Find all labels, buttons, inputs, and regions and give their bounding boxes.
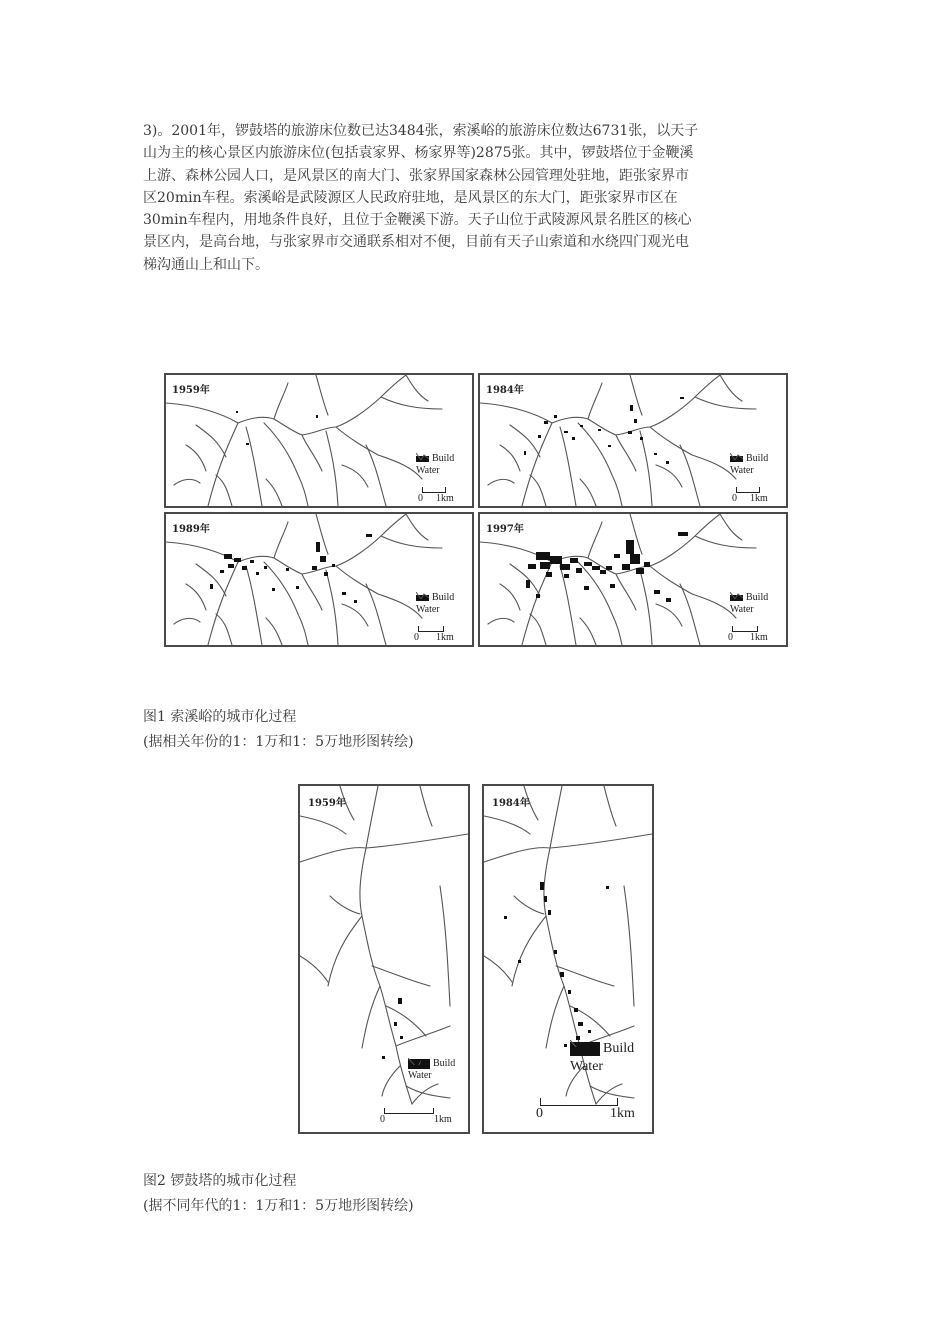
- paragraph-line: 上游、森林公园人口，是风景区的南大门、张家界国家森林公园管理处驻地，距张家界市: [143, 167, 689, 184]
- map-legend: [416, 453, 454, 477]
- map-panel-luogubi-1959: [298, 784, 470, 1134]
- figure-1-source: (据相关年份的1：1万和1：5万地形图转绘): [143, 734, 414, 750]
- map-panel-luogubi-1984: [482, 784, 654, 1134]
- paragraph-line: 梯沟通山上和山下。: [143, 256, 269, 273]
- legend-water-label: Water: [416, 604, 440, 615]
- map-year-label: 1984年: [486, 385, 524, 396]
- map-legend: [730, 592, 768, 616]
- water-swatch-icon: [730, 453, 743, 460]
- paragraph-line: 3)。2001年，锣鼓塔的旅游床位数已达3484张，索溪峪的旅游床位数达6731张，以天子: [143, 123, 699, 139]
- map-panel-suoxiyu-1984: [478, 373, 788, 508]
- map-legend: [408, 1058, 455, 1082]
- map-year-label: 1989年: [172, 524, 210, 535]
- legend-water-label: Water: [730, 465, 754, 476]
- paragraph-line: 区20min车程。索溪峪是武陵源区人民政府驻地，是风景区的东大门，距张家界市区在: [143, 189, 678, 206]
- water-swatch-icon: [416, 453, 429, 460]
- map-legend: [730, 453, 768, 477]
- paragraph-line: 山为主的核心景区内旅游床位(包括袁家界、杨家界等)2875张。其中，锣鼓塔位于金鞭溪: [143, 145, 694, 162]
- legend-build-label: Build: [746, 592, 769, 603]
- water-swatch-icon: [570, 1040, 583, 1047]
- legend-build-label: Build: [603, 1041, 635, 1056]
- river-network-map: [484, 786, 652, 1132]
- figure-2-source: (据不同年代的1：1万和1：5万地形图转绘): [143, 1198, 414, 1214]
- legend-water-label: Water: [730, 604, 754, 615]
- map-year-label: 1984年: [492, 798, 530, 809]
- figure-2-caption: 图2 锣鼓塔的城市化过程: [143, 1173, 297, 1189]
- map-year-label: 1959年: [308, 798, 346, 809]
- water-swatch-icon: [730, 592, 743, 599]
- map-legend: [570, 1040, 634, 1076]
- map-year-label: 1959年: [172, 385, 210, 396]
- water-swatch-icon: [416, 592, 429, 599]
- body-paragraph: [143, 120, 808, 276]
- map-year-label: 1997年: [486, 524, 524, 535]
- map-panel-suoxiyu-1959: [164, 373, 474, 508]
- legend-build-label: Build: [432, 592, 455, 603]
- legend-water-label: Water: [416, 465, 440, 476]
- legend-build-label: Build: [432, 453, 455, 464]
- map-legend: [416, 592, 454, 616]
- legend-build-label: Build: [746, 453, 769, 464]
- legend-water-label: Water: [408, 1070, 432, 1081]
- scale-bar: 0 1km: [732, 487, 772, 503]
- map-panel-suoxiyu-1997: [478, 512, 788, 647]
- figure-1-caption: 图1 索溪峪的城市化过程: [143, 709, 297, 725]
- scale-bar: 0 1km: [414, 626, 458, 642]
- scale-bar: 0 1km: [728, 626, 772, 642]
- scale-bar: 0 1km: [418, 487, 454, 503]
- scale-bar: 0 1km: [536, 1098, 650, 1124]
- water-swatch-icon: [408, 1058, 421, 1065]
- paragraph-line: 景区内，是高台地，与张家界市交通联系相对不便，目前有天子山索道和水绕四门观光电: [143, 234, 689, 251]
- legend-build-label: Build: [433, 1058, 456, 1069]
- scale-bar: 0 1km: [380, 1108, 466, 1128]
- legend-water-label: Water: [570, 1059, 604, 1074]
- map-panel-suoxiyu-1989: [164, 512, 474, 647]
- paragraph-line: 30min车程内，用地条件良好，且位于金鞭溪下游。天子山位于武陵源风景名胜区的核心: [143, 212, 692, 229]
